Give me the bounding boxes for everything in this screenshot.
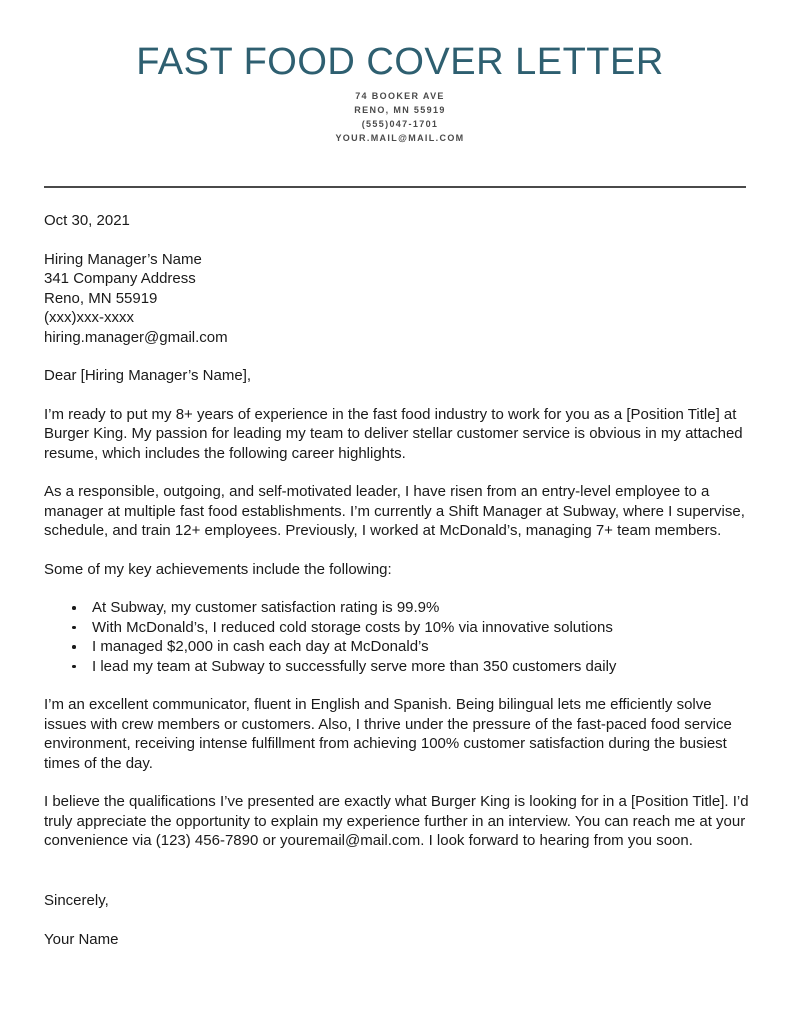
body-paragraph-3: I’m an excellent communicator, fluent in English and Spanish. Being bilingual lets me efficiently solve issues with crew members or customers. Also, I thrive under the pressure of the fast-paced food service environment, receiving intense fulfillment from achieving 100% customer satisfaction during the busiest times of the day. (44, 696, 732, 772)
body-paragraph-4: I believe the qualifications I’ve presented are exactly what Burger King is looking for in a [Position Title]. I’d truly appreciate the opportunity to explain my experience further in an interview. You can reach me at your convenience via (123) 456-7890 or youremail@mail.com. I look forward to hearing from you soon. (44, 793, 749, 849)
spacer (44, 463, 750, 482)
closing-salutation: Sincerely, (44, 891, 109, 909)
spacer (44, 231, 750, 250)
list-item: I lead my team at Subway to successfully serve more than 350 customers daily (44, 657, 750, 677)
list-item: With McDonald’s, I reduced cold storage costs by 10% via innovative solutions (44, 618, 750, 638)
letterhead-divider-rule (44, 186, 746, 188)
signature-name: Your Name (44, 931, 119, 948)
spacer (44, 851, 750, 891)
letter-body (44, 211, 750, 950)
body-paragraph-1: I’m ready to put my 8+ years of experience in the fast food industry to work for you as a [Position Title] at Burger King. My passion for leading my team to deliver stellar customer service is obvious in my attached resume, which includes the following career highlights. (44, 405, 743, 462)
letterhead-contact-block (0, 89, 800, 145)
spacer (44, 773, 750, 792)
spacer (44, 386, 750, 405)
letterhead (0, 0, 800, 145)
salutation: Dear [Hiring Manager’s Name], (44, 367, 252, 384)
recipient-phone: (xxx)xxx-xxxx (44, 309, 134, 326)
letterhead-title: FAST FOOD COVER LETTER (136, 41, 664, 83)
recipient-email: hiring.manager@gmail.com (44, 328, 228, 346)
spacer (44, 676, 750, 695)
recipient-city-state-zip: Reno, MN 55919 (44, 289, 158, 307)
recipient-street: 341 Company Address (44, 270, 196, 287)
spacer (44, 579, 750, 598)
contact-city-state-zip: RENO, MN 55919 (354, 105, 446, 115)
recipient-address-block (44, 250, 750, 348)
spacer (44, 347, 750, 366)
body-paragraph-2: As a responsible, outgoing, and self-motivated leader, I have risen from an entry-level employee to a manager at multiple fast food establishments. I’m currently a Shift Manager at Subway, where I supervise, schedule, and train 12+ employees. Previously, I worked at McDonald’s, managing 7+ team members. (44, 483, 745, 539)
recipient-name: Hiring Manager’s Name (44, 250, 202, 268)
letter-date: Oct 30, 2021 (44, 212, 130, 229)
spacer (44, 541, 750, 560)
achievements-list (44, 598, 750, 676)
contact-phone: (555)047-1701 (361, 119, 439, 129)
list-item: I managed $2,000 in cash each day at McDonald’s (44, 637, 750, 657)
contact-email: YOUR.MAIL@MAIL.COM (335, 133, 465, 143)
spacer (44, 910, 750, 930)
contact-street-address: 74 BOOKER AVE (355, 91, 445, 101)
list-item: At Subway, my customer satisfaction rating is 99.9% (44, 598, 750, 618)
achievements-intro: Some of my key achievements include the following: (44, 560, 392, 578)
